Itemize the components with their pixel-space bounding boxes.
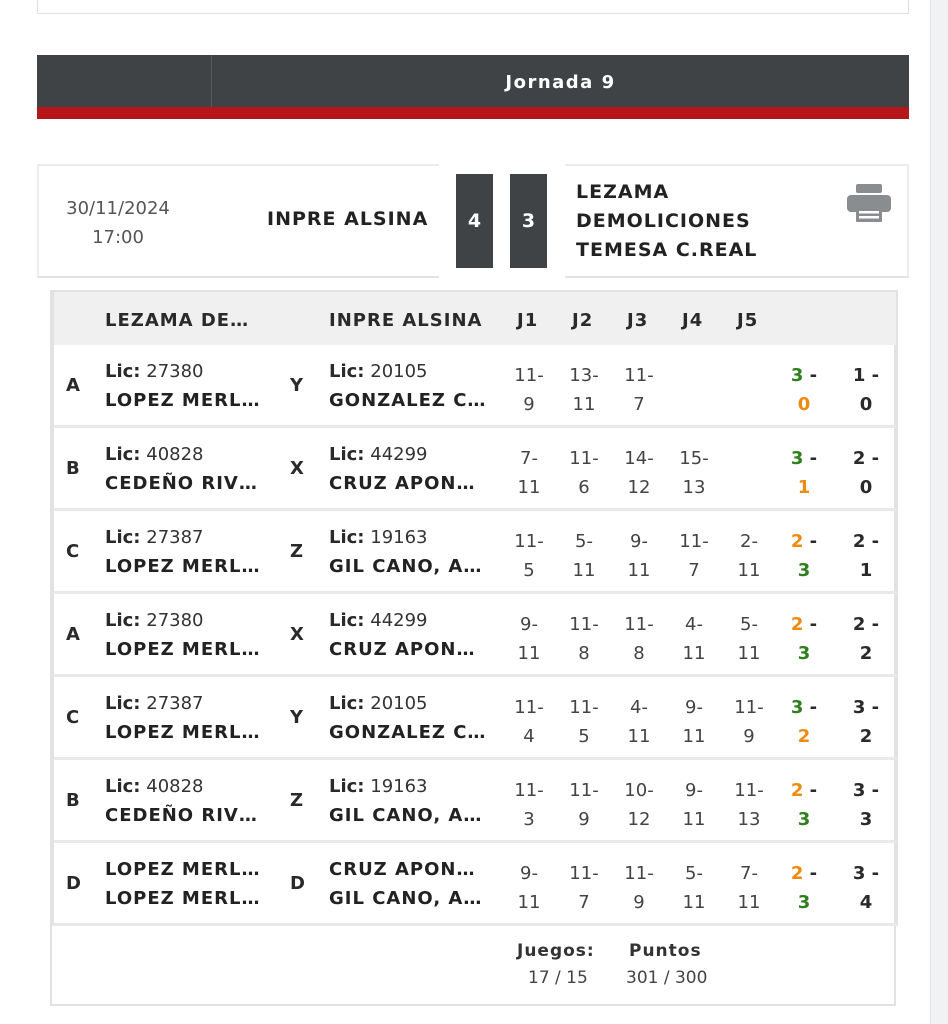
game-score-top: 5-: [685, 863, 703, 884]
tally-bottom: 2: [859, 726, 873, 747]
license-number: 19163: [370, 776, 428, 797]
game-score-bottom: 9: [633, 892, 645, 913]
sets-top-value: 3: [790, 365, 804, 386]
game-score-bottom: 13: [737, 809, 761, 830]
sets-top-value: 2: [790, 780, 804, 801]
game-score-j3: [619, 776, 659, 834]
license-label: Lic:: [329, 527, 365, 548]
player-a-license: [105, 693, 204, 714]
table-row: [52, 594, 898, 677]
player-b-letter: Y: [290, 375, 304, 396]
sets-bottom: 1: [797, 477, 811, 498]
player-b-name[interactable]: GONZALEZ C…: [329, 390, 487, 411]
game-score-bottom: 11: [737, 643, 761, 664]
player-b-letter: Z: [290, 790, 304, 811]
game-score-bottom: 5: [578, 726, 590, 747]
license-number: 27380: [146, 361, 204, 382]
game-score-bottom: 11: [627, 726, 651, 747]
sets-top: [784, 527, 824, 556]
table-row: [52, 345, 898, 428]
player-a-letter: B: [66, 790, 80, 811]
license-number: 40828: [146, 776, 204, 797]
sets-separator: -: [803, 531, 818, 552]
game-score-top: 7-: [740, 863, 758, 884]
game-score-j4: [674, 859, 714, 917]
sets-result: [784, 693, 824, 751]
game-score-j1: [509, 859, 549, 917]
home-team-name[interactable]: INPRE ALSINA: [267, 208, 429, 230]
game-score-bottom: 6: [578, 477, 590, 498]
license-label: Lic:: [329, 693, 365, 714]
game-score-bottom: 11: [737, 892, 761, 913]
player-b-letter: X: [290, 624, 304, 645]
game-score-j3: [619, 693, 659, 751]
game-score-bottom: 9: [743, 726, 755, 747]
match-tally: [846, 693, 886, 751]
sets-bottom: 2: [797, 726, 811, 747]
game-score-bottom: 4: [523, 726, 535, 747]
player-a-letter: C: [66, 707, 80, 728]
game-score-j2: [564, 859, 604, 917]
sets-top: [784, 610, 824, 639]
player-a-letter: A: [66, 624, 80, 645]
tally-bottom: 2: [859, 643, 873, 664]
sets-separator: -: [803, 697, 818, 718]
license-number: 20105: [370, 361, 428, 382]
table-row: [52, 843, 898, 926]
table-row: [52, 511, 898, 594]
sets-bottom: 3: [797, 643, 811, 664]
license-number: 40828: [146, 444, 204, 465]
match-time: 17:00: [92, 227, 144, 248]
juegos-value: 17 / 15: [528, 968, 588, 988]
juegos-label: Juegos:: [517, 941, 595, 961]
printer-icon[interactable]: [847, 184, 891, 224]
game-score-j2: [564, 776, 604, 834]
doubles-b-player-1[interactable]: CRUZ APON…: [329, 859, 476, 880]
license-number: 27380: [146, 610, 204, 631]
tally-top: 3 -: [852, 863, 880, 884]
match-tally: [846, 527, 886, 585]
game-score-bottom: 11: [572, 560, 596, 581]
game-score-j5: [729, 610, 769, 668]
header-team-b: INPRE ALSINA: [329, 310, 483, 331]
game-score-top: 9-: [685, 697, 703, 718]
doubles-a-player-1[interactable]: LOPEZ MERL…: [105, 859, 261, 880]
sets-result: [784, 444, 824, 502]
player-a-license: [105, 444, 204, 465]
sets-separator: -: [803, 614, 818, 635]
game-score-j3: [619, 444, 659, 502]
game-score-bottom: 7: [633, 394, 645, 415]
jornada-header: [37, 55, 909, 107]
tally-top: 3 -: [852, 697, 880, 718]
license-label: Lic:: [105, 776, 141, 797]
game-score-bottom: 11: [517, 892, 541, 913]
license-number: 44299: [370, 444, 428, 465]
sets-top-value: 2: [790, 614, 804, 635]
game-score-bottom: 11: [682, 726, 706, 747]
tally-bottom: 3: [859, 809, 873, 830]
jornada-header-left: [37, 55, 212, 107]
game-score-j4: [674, 776, 714, 834]
game-score-top: 11-: [514, 531, 544, 552]
game-score-top: 11-: [569, 448, 599, 469]
license-label: Lic:: [105, 693, 141, 714]
game-score-bottom: 11: [627, 560, 651, 581]
header-team-a: LEZAMA DE…: [105, 310, 250, 331]
sets-top: [784, 776, 824, 805]
sets-result: [784, 859, 824, 917]
game-score-top: 4-: [630, 697, 648, 718]
game-score-top: 14-: [624, 448, 654, 469]
jornada-title: Jornada 9: [505, 72, 616, 93]
tally-bottom: 0: [859, 477, 873, 498]
table-footer: [52, 925, 898, 1005]
tally-top: 2 -: [852, 614, 880, 635]
player-b-name[interactable]: CRUZ APON…: [329, 473, 476, 494]
table-row: [52, 428, 898, 511]
game-score-j5: [729, 859, 769, 917]
sets-result: [784, 776, 824, 834]
game-score-bottom: 8: [633, 643, 645, 664]
game-score-j2: [564, 527, 604, 585]
header-j2: J2: [572, 310, 594, 331]
tally-top: 1 -: [852, 365, 880, 386]
game-score-top: 9-: [685, 780, 703, 801]
player-b-name[interactable]: GIL CANO, A…: [329, 556, 483, 577]
license-label: Lic:: [105, 361, 141, 382]
header-j1: J1: [517, 310, 539, 331]
header-j5: J5: [737, 310, 759, 331]
game-score-top: 11-: [679, 531, 709, 552]
home-score: 4: [456, 174, 493, 268]
game-score-top: 11-: [514, 365, 544, 386]
game-score-j1: [509, 693, 549, 751]
game-score-j1: [509, 444, 549, 502]
sets-top: [784, 444, 824, 473]
game-score-j2: [564, 693, 604, 751]
sets-separator: -: [803, 365, 818, 386]
player-a-letter: C: [66, 541, 80, 562]
tally-top: 2 -: [852, 531, 880, 552]
game-score-bottom: 8: [578, 643, 590, 664]
game-score-j2: [564, 361, 604, 419]
sets-top-value: 3: [790, 448, 804, 469]
game-score-j2: [564, 444, 604, 502]
player-b-name[interactable]: CRUZ APON…: [329, 639, 476, 660]
player-b-license: [329, 527, 428, 548]
player-a-license: [105, 527, 204, 548]
game-score-j5: [729, 776, 769, 834]
game-score-top: 7-: [520, 448, 538, 469]
license-label: Lic:: [329, 610, 365, 631]
game-score-top: 5-: [575, 531, 593, 552]
game-score-top: 11-: [569, 614, 599, 635]
sets-result: [784, 361, 824, 419]
game-score-top: 13-: [569, 365, 599, 386]
match-datetime: [37, 194, 199, 252]
header-j3: J3: [627, 310, 649, 331]
game-score-bottom: 9: [578, 809, 590, 830]
table-row: [52, 760, 898, 843]
license-number: 19163: [370, 527, 428, 548]
game-score-j4: [674, 527, 714, 585]
game-score-bottom: 11: [737, 560, 761, 581]
game-score-bottom: 7: [688, 560, 700, 581]
player-b-license: [329, 693, 428, 714]
game-score-bottom: 11: [682, 809, 706, 830]
sets-top-value: 2: [790, 863, 804, 884]
tally-bottom: 4: [859, 892, 873, 913]
sets-top-value: 2: [790, 531, 804, 552]
game-score-top: 2-: [740, 531, 758, 552]
game-score-top: 15-: [679, 448, 709, 469]
page-scroll-edge: [930, 0, 948, 1024]
game-score-bottom: 11: [682, 892, 706, 913]
game-score-bottom: 12: [627, 809, 651, 830]
game-score-bottom: 7: [578, 892, 590, 913]
player-b-name[interactable]: GIL CANO, A…: [329, 805, 483, 826]
sets-top: [784, 361, 824, 390]
license-number: 44299: [370, 610, 428, 631]
license-number: 27387: [146, 527, 204, 548]
player-a-name[interactable]: LOPEZ MERL…: [105, 556, 261, 577]
sets-bottom: 0: [797, 394, 811, 415]
game-score-bottom: 12: [627, 477, 651, 498]
game-score-bottom: 5: [523, 560, 535, 581]
player-b-letter: Z: [290, 541, 304, 562]
license-label: Lic:: [329, 444, 365, 465]
license-label: Lic:: [329, 776, 365, 797]
previous-card-bottom: [37, 0, 909, 14]
player-a-letter: A: [66, 375, 80, 396]
away-team-line: LEZAMA: [576, 181, 670, 203]
tally-bottom: 0: [859, 394, 873, 415]
player-b-letter: X: [290, 458, 304, 479]
license-label: Lic:: [329, 361, 365, 382]
puntos-value: 301 / 300: [626, 968, 708, 988]
game-score-j1: [509, 527, 549, 585]
game-score-j3: [619, 610, 659, 668]
game-score-j2: [564, 610, 604, 668]
table-row: [52, 677, 898, 760]
sets-bottom: 3: [797, 809, 811, 830]
away-team-line: DEMOLICIONES: [576, 210, 751, 232]
away-team-line: TEMESA C.REAL: [576, 239, 758, 261]
table-header: [52, 290, 898, 345]
sets-separator: -: [803, 863, 818, 884]
game-score-j3: [619, 527, 659, 585]
license-number: 20105: [370, 693, 428, 714]
license-label: Lic:: [105, 527, 141, 548]
game-score-j5: [729, 527, 769, 585]
player-a-letter: B: [66, 458, 80, 479]
player-a-license: [105, 776, 204, 797]
game-score-j1: [509, 361, 549, 419]
game-score-top: 11-: [569, 780, 599, 801]
puntos-label: Puntos: [629, 941, 702, 961]
game-score-bottom: 11: [517, 477, 541, 498]
game-score-top: 10-: [624, 780, 654, 801]
sets-separator: -: [803, 448, 818, 469]
game-score-bottom: 13: [682, 477, 706, 498]
game-score-bottom: 9: [523, 394, 535, 415]
match-date: 30/11/2024: [66, 198, 170, 219]
match-tally: [846, 859, 886, 917]
results-table: [50, 290, 896, 1006]
sets-result: [784, 527, 824, 585]
game-score-top: 11-: [514, 780, 544, 801]
player-b-letter: D: [290, 873, 305, 894]
player-a-name[interactable]: CEDEÑO RIV…: [105, 473, 258, 494]
game-score-top: 11-: [624, 863, 654, 884]
tally-top: 2 -: [852, 448, 880, 469]
tally-bottom: 1: [859, 560, 873, 581]
game-score-j4: [674, 444, 714, 502]
game-score-j1: [509, 776, 549, 834]
away-score: 3: [510, 174, 547, 268]
player-a-license: [105, 361, 204, 382]
player-a-letter: D: [66, 873, 81, 894]
game-score-j5: [729, 693, 769, 751]
game-score-top: 11-: [734, 697, 764, 718]
match-summary-card: [37, 164, 909, 278]
doubles-a-player-2[interactable]: LOPEZ MERL…: [105, 888, 261, 909]
game-score-top: 9-: [630, 531, 648, 552]
player-b-license: [329, 444, 428, 465]
player-a-name[interactable]: LOPEZ MERL…: [105, 639, 261, 660]
sets-top-value: 3: [790, 697, 804, 718]
game-score-top: 11-: [624, 365, 654, 386]
game-score-j3: [619, 361, 659, 419]
game-score-j4: [674, 610, 714, 668]
player-a-license: [105, 610, 204, 631]
game-score-top: 9-: [520, 863, 538, 884]
game-score-j3: [619, 859, 659, 917]
game-score-top: 11-: [734, 780, 764, 801]
player-a-name[interactable]: LOPEZ MERL…: [105, 390, 261, 411]
player-a-name[interactable]: CEDEÑO RIV…: [105, 805, 258, 826]
player-b-license: [329, 361, 428, 382]
game-score-bottom: 11: [572, 394, 596, 415]
header-j4: J4: [682, 310, 704, 331]
game-score-top: 11-: [569, 863, 599, 884]
match-tally: [846, 776, 886, 834]
match-tally: [846, 610, 886, 668]
sets-top: [784, 859, 824, 888]
player-b-letter: Y: [290, 707, 304, 728]
sets-bottom: 3: [797, 892, 811, 913]
game-score-top: 5-: [740, 614, 758, 635]
game-score-bottom: 11: [517, 643, 541, 664]
license-number: 27387: [146, 693, 204, 714]
away-team-name[interactable]: [576, 178, 757, 265]
sets-result: [784, 610, 824, 668]
game-score-bottom: 3: [523, 809, 535, 830]
match-tally: [846, 444, 886, 502]
player-b-license: [329, 776, 428, 797]
game-score-j1: [509, 610, 549, 668]
sets-separator: -: [803, 780, 818, 801]
player-a-name[interactable]: LOPEZ MERL…: [105, 722, 261, 743]
license-label: Lic:: [105, 444, 141, 465]
game-score-top: 11-: [514, 697, 544, 718]
game-score-top: 4-: [685, 614, 703, 635]
match-tally: [846, 361, 886, 419]
sets-top: [784, 693, 824, 722]
player-b-license: [329, 610, 428, 631]
doubles-b-player-2[interactable]: GIL CANO, A…: [329, 888, 483, 909]
game-score-j4: [674, 693, 714, 751]
license-label: Lic:: [105, 610, 141, 631]
jornada-accent-stripe: [37, 107, 909, 119]
player-b-name[interactable]: GONZALEZ C…: [329, 722, 487, 743]
game-score-bottom: 11: [682, 643, 706, 664]
game-score-top: 11-: [569, 697, 599, 718]
game-score-top: 9-: [520, 614, 538, 635]
tally-top: 3 -: [852, 780, 880, 801]
sets-bottom: 3: [797, 560, 811, 581]
game-score-top: 11-: [624, 614, 654, 635]
